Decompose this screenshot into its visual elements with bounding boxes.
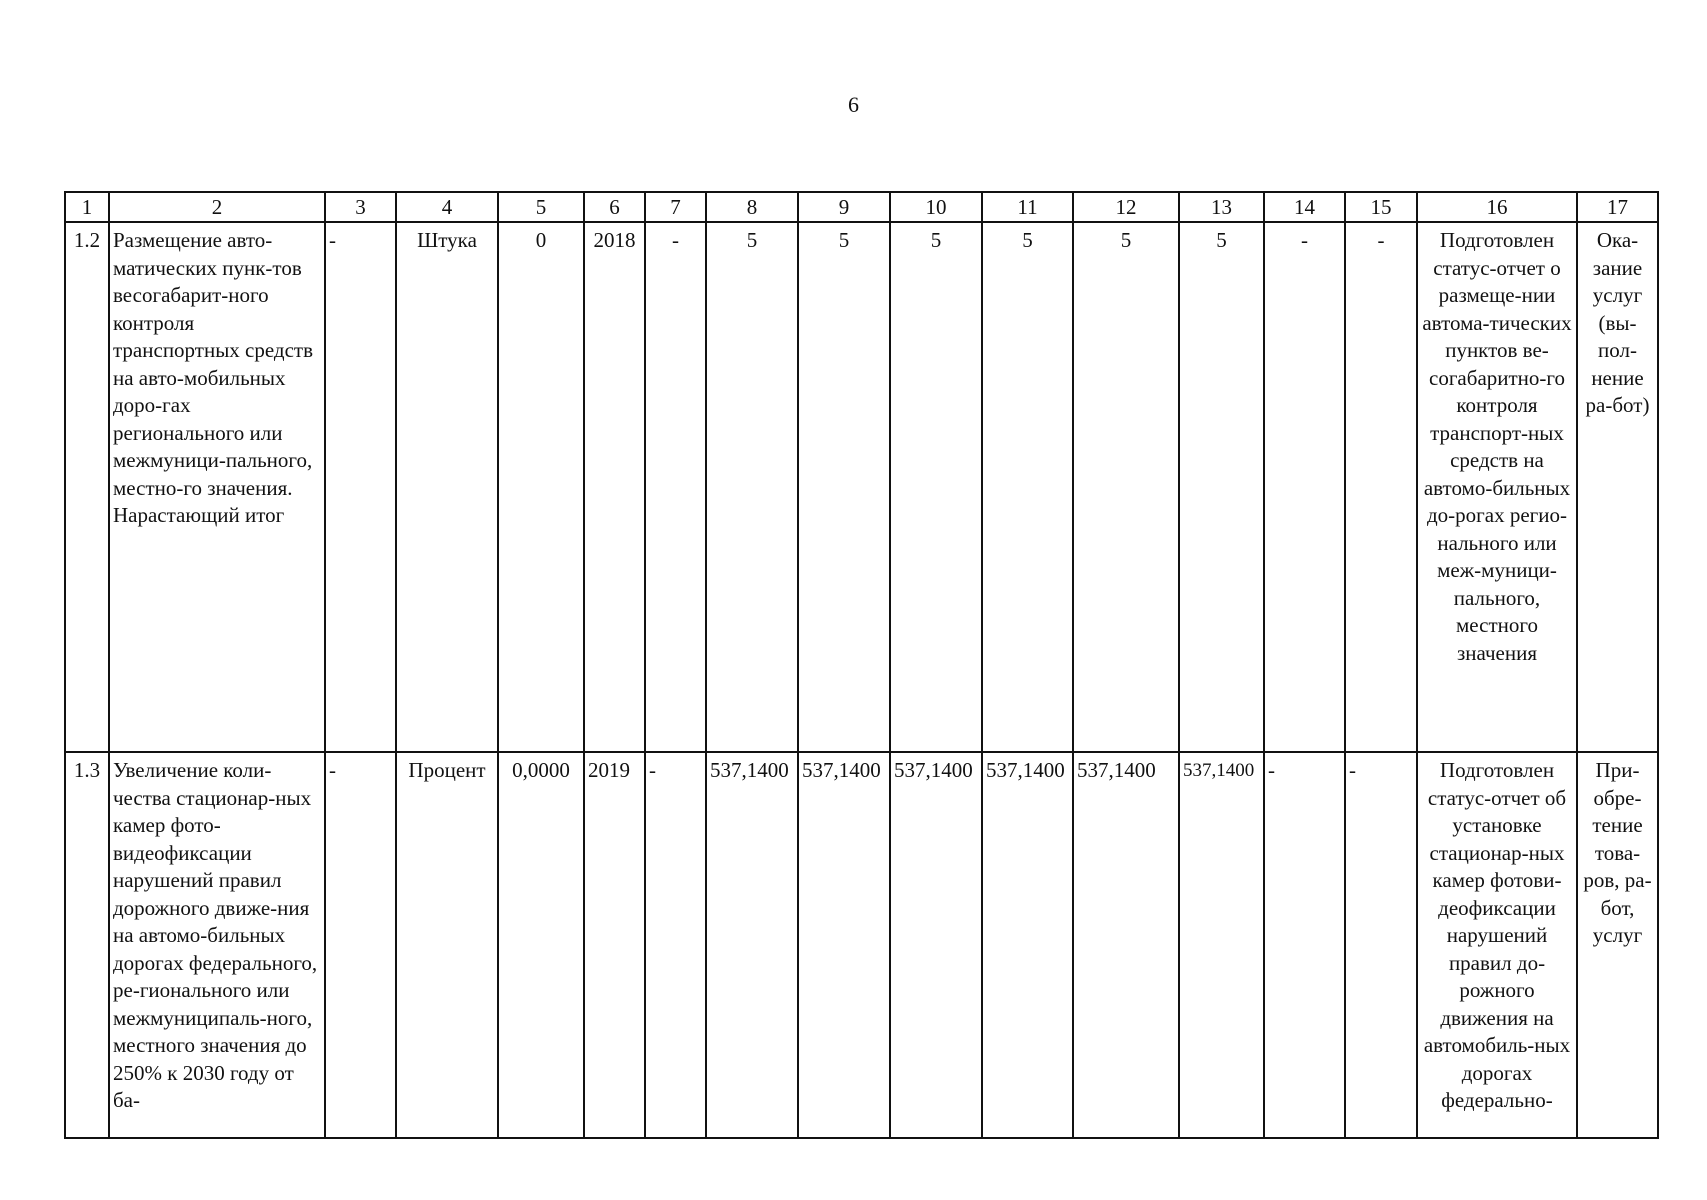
type-cell: Ока-зание услуг (вы-пол-нение ра-бот) [1577,222,1658,752]
header-cell: 8 [706,192,798,222]
value-cell: 537,1400 [982,752,1073,1138]
value-cell: 537,1400 [706,752,798,1138]
value-cell: 5 [982,222,1073,752]
table-cell: 0 [498,222,584,752]
header-cell: 17 [1577,192,1658,222]
unit-cell: Процент [396,752,498,1138]
header-cell: 1 [65,192,109,222]
header-cell: 16 [1417,192,1577,222]
table-cell: - [325,222,396,752]
value-cell: 5 [1073,222,1179,752]
header-cell: 3 [325,192,396,222]
table-cell: - [1345,752,1417,1138]
header-cell: 5 [498,192,584,222]
header-cell: 10 [890,192,982,222]
value-cell: 537,1400 [1073,752,1179,1138]
table-cell: - [645,222,706,752]
header-row [65,192,1658,222]
header-cell: 9 [798,192,890,222]
value-cell: 5 [1179,222,1264,752]
table-cell: - [1264,222,1345,752]
base-year-cell: 2018 [584,222,645,752]
header-cell: 12 [1073,192,1179,222]
value-cell: 5 [706,222,798,752]
table-row [65,222,1658,752]
header-cell: 13 [1179,192,1264,222]
table-cell: - [325,752,396,1138]
header-cell: 2 [109,192,325,222]
table-cell: 0,0000 [498,752,584,1138]
value-cell: 537,1400 [1179,752,1264,1138]
header-cell: 4 [396,192,498,222]
result-cell: Подготовлен статус-отчет о размеще-нии автома-тических пунктов ве-согабаритно-го контроля транспорт-ных средств на автомо-бильных до-рогах регио-нального или меж-муници-пального, местного значения [1417,222,1577,752]
result-cell: Подготовлен статус-отчет об установке стационар-ных камер фотови-деофиксации нарушений правил до-рожного движения на автомобиль-ных дорогах федерально- [1417,752,1577,1138]
indicators-table [64,191,1659,1139]
unit-cell: Штука [396,222,498,752]
header-cell: 15 [1345,192,1417,222]
value-cell: 537,1400 [890,752,982,1138]
page-number: 6 [848,92,859,117]
indicator-name-cell: Размещение авто-матических пунк-тов весогабарит-ного контроля транспортных средств на авто-мобильных доро-гах регионального или межмуници-пального, местно-го значения. Нарастающий итог [109,222,325,752]
table-cell: - [1345,222,1417,752]
header-cell: 6 [584,192,645,222]
table-cell: - [1264,752,1345,1138]
value-cell: 537,1400 [798,752,890,1138]
row-number-cell: 1.3 [65,752,109,1138]
value-cell: 5 [798,222,890,752]
header-cell: 11 [982,192,1073,222]
base-year-cell: 2019 [584,752,645,1138]
header-cell: 7 [645,192,706,222]
header-cell: 14 [1264,192,1345,222]
indicator-name-cell: Увеличение коли-чества стационар-ных камер фото-видеофиксации нарушений правил дорожного движе-ния на автомо-бильных дорогах федерального, ре-гионального или межмуниципаль-ного, местного значения до 250% к 2030 году от ба- [109,752,325,1138]
value-cell: 5 [890,222,982,752]
table-row [65,752,1658,1138]
table-cell: - [645,752,706,1138]
type-cell: При-обре-тение това-ров, ра-бот, услуг [1577,752,1658,1138]
row-number-cell: 1.2 [65,222,109,752]
